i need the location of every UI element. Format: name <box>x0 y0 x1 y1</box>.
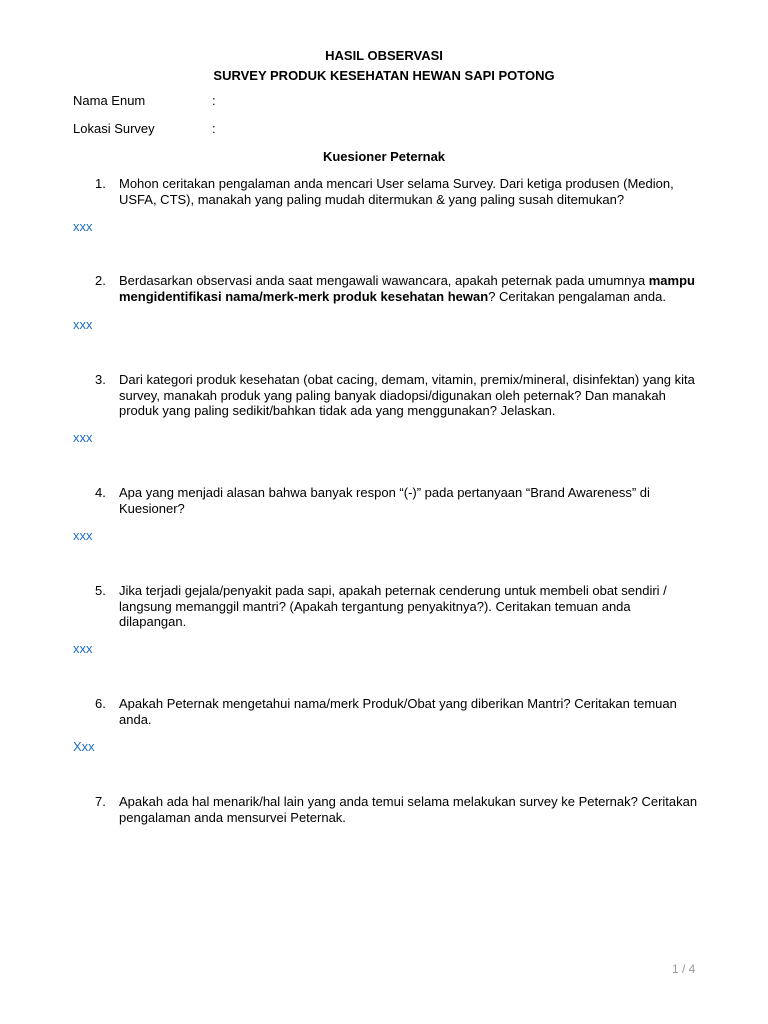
question-text-part: Berdasarkan observasi anda saat mengawali wawancara, apakah peternak pada umumnya <box>119 273 649 288</box>
question-text-part: Jika terjadi gejala/penyakit pada sapi, apakah peternak cenderung untuk membeli obat sendiri / langsung memanggil mantri? (Apakah tergantung penyakitnya?). Ceritakan temuan anda dilapangan. <box>119 583 667 629</box>
question-text <box>119 485 699 516</box>
question-number: 1. <box>95 176 106 191</box>
answer-1: xxx <box>73 219 93 234</box>
field-colon-lokasi-survey: : <box>212 121 216 136</box>
page-indicator: 1 / 4 <box>672 962 696 976</box>
answer-2: xxx <box>73 317 93 332</box>
question-text-bold: mampu mengidentifikasi nama/merk-merk produk kesehatan hewan <box>119 273 695 304</box>
question-text-part: Apakah ada hal menarik/hal lain yang anda temui selama melakukan survey ke Peternak? Ceritakan pengalaman anda mensurvei Peternak. <box>119 794 698 825</box>
question-number: 2. <box>95 273 106 288</box>
question-text <box>119 794 699 825</box>
question-text-part: Dari kategori produk kesehatan (obat cacing, demam, vitamin, premix/mineral, disinfektan) yang kita survey, manakah produk yang paling banyak diadopsi/digunakan oleh peternak? Dan manakah produk yang paling sedikit/bahkan tidak ada yang menggunakan? Jelaskan. <box>119 372 695 418</box>
question-number: 4. <box>95 485 106 500</box>
question-text <box>119 372 699 419</box>
question-number: 7. <box>95 794 106 809</box>
field-colon-nama-enum: : <box>212 93 216 108</box>
answer-3: xxx <box>73 430 93 445</box>
question-text-part: ? Ceritakan pengalaman anda. <box>488 288 666 304</box>
field-label-nama-enum: Nama Enum <box>73 93 146 108</box>
answer-5: xxx <box>73 641 93 656</box>
document-subtitle: SURVEY PRODUK KESEHATAN HEWAN SAPI POTONG <box>213 68 555 83</box>
question-number: 5. <box>95 583 106 598</box>
question-number: 6. <box>95 696 106 711</box>
question-text <box>119 583 699 630</box>
question-text-part: Mohon ceritakan pengalaman anda mencari User selama Survey. Dari ketiga produsen (Medion, USFA, CTS), manakah yang paling mudah ditermukan & yang paling susah ditemukan? <box>119 176 674 207</box>
question-text-part: Apakah Peternak mengetahui nama/merk Produk/Obat yang diberikan Mantri? Ceritakan temuan anda. <box>119 696 677 727</box>
question-text-part: Apa yang menjadi alasan bahwa banyak respon “(-)” pada pertanyaan “Brand Awareness” di Kuesioner? <box>119 485 650 516</box>
answer-4: xxx <box>73 528 93 543</box>
section-title: Kuesioner Peternak <box>322 149 446 164</box>
answer-6: Xxx <box>73 739 95 754</box>
question-number: 3. <box>95 372 106 387</box>
question-text <box>119 176 699 207</box>
document-title: HASIL OBSERVASI <box>325 48 443 63</box>
question-text <box>119 696 699 727</box>
field-label-lokasi-survey: Lokasi Survey <box>73 121 155 136</box>
question-text <box>119 273 699 304</box>
